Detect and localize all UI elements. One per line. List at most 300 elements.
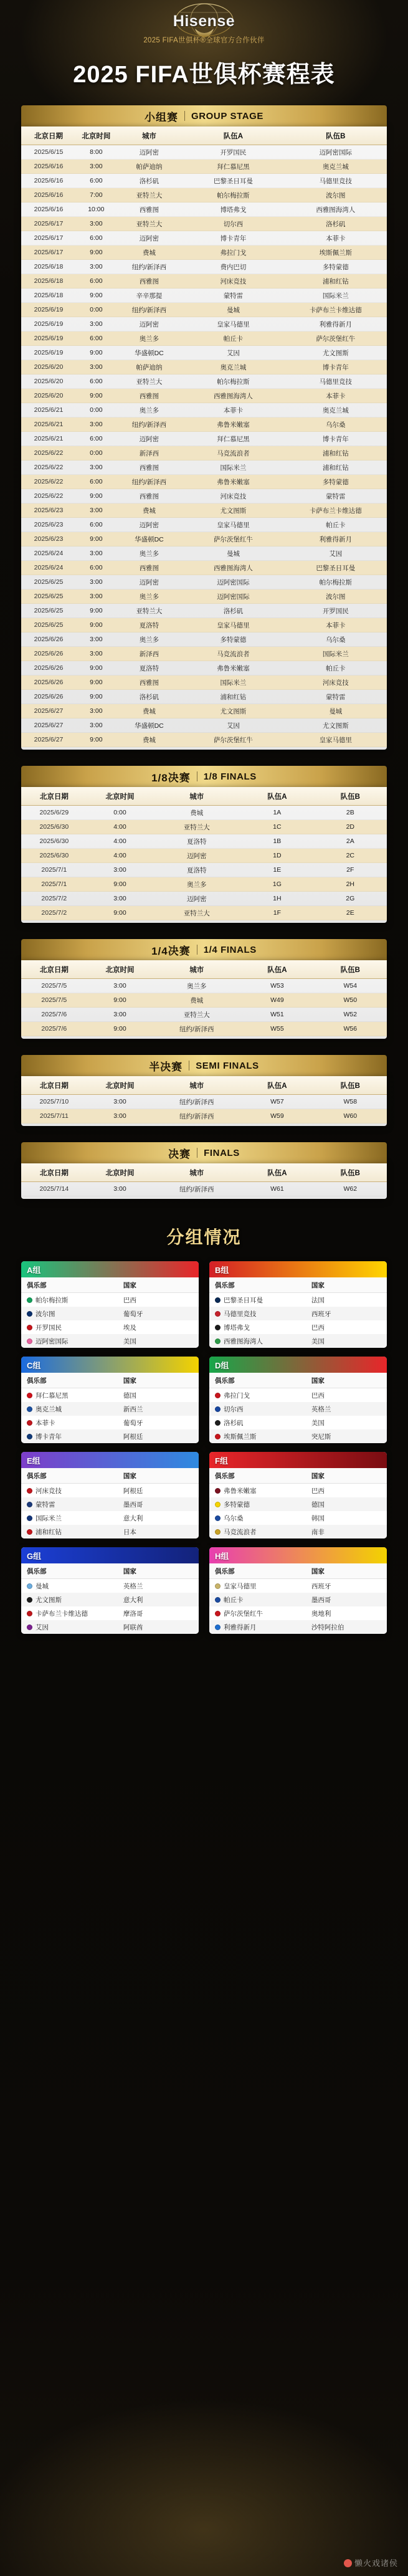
column-header: 国家 bbox=[311, 1472, 325, 1480]
table-cell: 迈阿密 bbox=[116, 575, 183, 589]
club-name: 河床竞技 bbox=[36, 1487, 62, 1495]
table-cell: 3:00 bbox=[76, 417, 116, 432]
table-row bbox=[21, 475, 387, 489]
table-cell: 费城 bbox=[116, 246, 183, 260]
club-name: 埃斯佩兰斯 bbox=[224, 1433, 257, 1441]
club-cell bbox=[215, 1391, 311, 1400]
club-country: 摩洛哥 bbox=[123, 1610, 143, 1618]
column-header: 队伍A bbox=[240, 787, 313, 806]
club-country: 意大利 bbox=[123, 1514, 143, 1522]
club-crest-icon bbox=[215, 1434, 221, 1439]
group-team-row bbox=[209, 1593, 387, 1606]
club-crest-icon bbox=[215, 1325, 221, 1330]
club-name: 博卡青年 bbox=[36, 1433, 62, 1441]
table-cell: 1G bbox=[240, 877, 313, 892]
group-card-7 bbox=[21, 1547, 199, 1634]
column-header: 城市 bbox=[153, 1076, 240, 1095]
table-row bbox=[21, 1109, 387, 1123]
table-cell: 马竞流浪者 bbox=[182, 647, 284, 661]
club-crest-icon bbox=[215, 1393, 221, 1398]
club-country: 南非 bbox=[311, 1528, 325, 1536]
table-row bbox=[21, 231, 387, 246]
table-cell: 帕丘卡 bbox=[285, 661, 387, 675]
table-row bbox=[21, 417, 387, 432]
club-name: 萨尔茨堡红牛 bbox=[224, 1610, 263, 1618]
club-crest-icon bbox=[27, 1338, 32, 1344]
table-cell: 1D bbox=[240, 849, 313, 863]
table-cell: 西雅图海湾人 bbox=[285, 203, 387, 217]
table-cell: 博塔弗戈 bbox=[182, 203, 284, 217]
table-cell: 多特蒙德 bbox=[285, 260, 387, 274]
table-cell: 帕尔梅拉斯 bbox=[182, 374, 284, 389]
section-group_stage bbox=[21, 105, 387, 750]
table-row bbox=[21, 432, 387, 446]
group-name: A组 bbox=[21, 1261, 199, 1277]
table-cell: 开罗国民 bbox=[285, 604, 387, 618]
club-cell bbox=[27, 1527, 123, 1537]
group-card-2 bbox=[209, 1261, 387, 1348]
club-crest-icon bbox=[27, 1502, 32, 1507]
table-cell: 2025/6/16 bbox=[21, 174, 76, 188]
table-cell: 新泽西 bbox=[116, 647, 183, 661]
table-cell: 2025/6/24 bbox=[21, 561, 76, 575]
table-cell: 2025/6/18 bbox=[21, 274, 76, 289]
club-cell bbox=[27, 1623, 123, 1632]
column-header: 队伍A bbox=[240, 960, 313, 979]
club-cell bbox=[27, 1500, 123, 1509]
group-name: C组 bbox=[21, 1357, 199, 1373]
table-row bbox=[21, 892, 387, 906]
club-name: 奥克兰城 bbox=[36, 1405, 62, 1413]
table-cell: 3:00 bbox=[76, 160, 116, 174]
table-row bbox=[21, 460, 387, 475]
table-cell: 2025/7/2 bbox=[21, 892, 87, 906]
table-cell: 2025/6/25 bbox=[21, 589, 76, 604]
group-team-row bbox=[21, 1620, 199, 1634]
table-cell: 纽约/新泽西 bbox=[153, 1022, 240, 1036]
column-header: 北京时间 bbox=[87, 787, 153, 806]
table-row bbox=[21, 503, 387, 518]
table-cell: 2G bbox=[314, 892, 387, 906]
table-cell: 蒙特雷 bbox=[182, 289, 284, 303]
table-row bbox=[21, 690, 387, 704]
column-header: 城市 bbox=[153, 787, 240, 806]
table-cell: 奥兰多 bbox=[116, 589, 183, 604]
club-crest-icon bbox=[27, 1597, 32, 1603]
club-crest-icon bbox=[27, 1583, 32, 1589]
table-cell: 1F bbox=[240, 906, 313, 920]
table-cell: 2025/6/23 bbox=[21, 532, 76, 546]
club-name: 乌尔桑 bbox=[224, 1514, 244, 1522]
table-cell: 河床竞技 bbox=[182, 489, 284, 503]
section-title-en: GROUP STAGE bbox=[191, 110, 264, 122]
table-cell: 迈阿密 bbox=[116, 231, 183, 246]
table-cell: 2025/6/24 bbox=[21, 546, 76, 561]
table-cell: 迈阿密 bbox=[153, 892, 240, 906]
club-country: 巴西 bbox=[311, 1391, 325, 1400]
table-cell: 国际米兰 bbox=[182, 675, 284, 690]
table-cell: 马德里竞技 bbox=[285, 374, 387, 389]
table-cell: 2025/6/17 bbox=[21, 231, 76, 246]
table-cell: 帕丘卡 bbox=[182, 332, 284, 346]
table-cell: 夏洛特 bbox=[153, 834, 240, 849]
table-cell: 切尔西 bbox=[182, 217, 284, 231]
column-header: 北京日期 bbox=[21, 787, 87, 806]
table-cell: 6:00 bbox=[76, 332, 116, 346]
table-row bbox=[21, 863, 387, 877]
club-cell bbox=[27, 1595, 123, 1605]
table-cell: 西雅图海湾人 bbox=[182, 389, 284, 403]
table-cell: W54 bbox=[314, 979, 387, 993]
table-cell: 9:00 bbox=[76, 289, 116, 303]
table-cell: 卡萨布兰卡维达德 bbox=[285, 303, 387, 317]
table-cell: 奥兰多 bbox=[116, 332, 183, 346]
table-cell: W52 bbox=[314, 1008, 387, 1022]
table-cell: 2025/6/19 bbox=[21, 303, 76, 317]
table-wrapper-sf bbox=[21, 1076, 387, 1126]
watermark-text: 懒火戏诸侯 bbox=[354, 2559, 398, 2568]
club-cell bbox=[27, 1295, 123, 1305]
column-header: 北京日期 bbox=[21, 1163, 87, 1182]
table-cell: 马竞流浪者 bbox=[182, 446, 284, 460]
table-cell: 尤文图斯 bbox=[182, 704, 284, 718]
table-cell: 迈阿密国际 bbox=[182, 575, 284, 589]
table-cell: 奥克兰城 bbox=[285, 403, 387, 417]
table-row bbox=[21, 733, 387, 747]
table-cell: 7:00 bbox=[76, 188, 116, 203]
group-team-row bbox=[21, 1429, 199, 1443]
table-cell: 艾因 bbox=[182, 718, 284, 733]
table-cell: 费城 bbox=[116, 503, 183, 518]
table-cell: 曼城 bbox=[182, 303, 284, 317]
table-cell: 4:00 bbox=[87, 820, 153, 834]
table-cell: 亚特兰大 bbox=[116, 188, 183, 203]
club-cell bbox=[215, 1323, 311, 1332]
section-sf bbox=[21, 1055, 387, 1126]
column-header: 北京时间 bbox=[87, 960, 153, 979]
club-name: 皇家马德里 bbox=[224, 1582, 257, 1590]
club-country: 巴西 bbox=[311, 1487, 325, 1495]
table-cell: 1C bbox=[240, 820, 313, 834]
column-header: 北京日期 bbox=[21, 960, 87, 979]
club-cell bbox=[215, 1432, 311, 1441]
table-cell: 博卡青年 bbox=[182, 231, 284, 246]
club-cell bbox=[215, 1595, 311, 1605]
section-title-cn: 决赛 bbox=[168, 1148, 191, 1160]
table-cell: 2025/7/6 bbox=[21, 1022, 87, 1036]
table-cell: 夏洛特 bbox=[116, 661, 183, 675]
table-cell: 2025/6/20 bbox=[21, 360, 76, 374]
table-cell: 纽约/新泽西 bbox=[116, 303, 183, 317]
table-cell: 3:00 bbox=[76, 575, 116, 589]
table-row bbox=[21, 346, 387, 360]
table-cell: 2025/6/30 bbox=[21, 849, 87, 863]
table-cell: 2025/6/19 bbox=[21, 317, 76, 332]
group-card-8 bbox=[209, 1547, 387, 1634]
table-cell: 纽约/新泽西 bbox=[116, 417, 183, 432]
table-cell: 9:00 bbox=[76, 690, 116, 704]
table-cell: 2025/6/15 bbox=[21, 145, 76, 160]
column-header: 队伍B bbox=[314, 1163, 387, 1182]
club-cell bbox=[27, 1418, 123, 1428]
column-header: 俱乐部 bbox=[215, 1472, 235, 1480]
club-country: 葡萄牙 bbox=[123, 1419, 143, 1427]
table-cell: 9:00 bbox=[76, 532, 116, 546]
table-cell: 6:00 bbox=[76, 231, 116, 246]
table-cell: 2025/6/25 bbox=[21, 575, 76, 589]
table-cell: 浦和红钻 bbox=[285, 460, 387, 475]
club-country: 美国 bbox=[311, 1419, 325, 1427]
group-subheader bbox=[209, 1563, 387, 1579]
table-row bbox=[21, 675, 387, 690]
table-cell: 2025/6/19 bbox=[21, 346, 76, 360]
club-crest-icon bbox=[27, 1529, 32, 1535]
club-cell bbox=[215, 1418, 311, 1428]
table-cell: 皇家马德里 bbox=[182, 317, 284, 332]
table-row bbox=[21, 246, 387, 260]
club-country: 英格兰 bbox=[311, 1405, 331, 1413]
table-cell: 奥兰多 bbox=[153, 877, 240, 892]
table-cell: 波尔图 bbox=[285, 188, 387, 203]
table-row bbox=[21, 647, 387, 661]
table-cell: 2E bbox=[314, 906, 387, 920]
club-crest-icon bbox=[215, 1488, 221, 1494]
column-header: 国家 bbox=[123, 1377, 136, 1385]
group-subheader bbox=[209, 1373, 387, 1388]
group-subheader bbox=[21, 1373, 199, 1388]
section-title-cn: 1/8决赛 bbox=[151, 771, 191, 784]
club-country: 阿根廷 bbox=[123, 1433, 143, 1441]
brand-name: Hisense bbox=[173, 12, 235, 30]
column-header: 队伍B bbox=[314, 787, 387, 806]
table-cell: 迈阿密 bbox=[116, 145, 183, 160]
club-crest-icon bbox=[215, 1529, 221, 1535]
club-crest-icon bbox=[215, 1624, 221, 1630]
table-row bbox=[21, 174, 387, 188]
table-cell: 皇家马德里 bbox=[182, 618, 284, 632]
table-cell: 奥兰多 bbox=[116, 632, 183, 647]
group-team-row bbox=[21, 1525, 199, 1538]
club-country: 墨西哥 bbox=[311, 1596, 331, 1604]
table-cell: 9:00 bbox=[76, 389, 116, 403]
table-row bbox=[21, 489, 387, 503]
section-header-sf bbox=[21, 1055, 387, 1076]
club-crest-icon bbox=[27, 1515, 32, 1521]
table-cell: 华盛顿DC bbox=[116, 346, 183, 360]
club-name: 蒙特雷 bbox=[36, 1500, 55, 1509]
table-cell: 帕尔梅拉斯 bbox=[285, 575, 387, 589]
watermark-dot-icon bbox=[344, 2559, 352, 2567]
table-row bbox=[21, 518, 387, 532]
club-cell bbox=[215, 1405, 311, 1414]
table-cell: 利雅得新月 bbox=[285, 317, 387, 332]
table-cell: 国际米兰 bbox=[182, 460, 284, 475]
table-cell: 3:00 bbox=[76, 632, 116, 647]
club-crest-icon bbox=[27, 1297, 32, 1303]
table-cell: 2025/6/29 bbox=[21, 806, 87, 820]
group-team-row bbox=[209, 1484, 387, 1497]
table-cell: 3:00 bbox=[76, 589, 116, 604]
table-cell: 奥克兰城 bbox=[285, 160, 387, 174]
group-team-row bbox=[21, 1402, 199, 1416]
table-cell: 0:00 bbox=[87, 806, 153, 820]
club-name: 帕尔梅拉斯 bbox=[36, 1296, 69, 1304]
group-name: F组 bbox=[209, 1452, 387, 1468]
table-cell: 2025/6/26 bbox=[21, 632, 76, 647]
column-header: 城市 bbox=[116, 126, 183, 145]
club-crest-icon bbox=[27, 1325, 32, 1330]
table-cell: 纽约/新泽西 bbox=[153, 1095, 240, 1109]
club-crest-icon bbox=[27, 1420, 32, 1426]
table-cell: 3:00 bbox=[76, 503, 116, 518]
club-country: 美国 bbox=[311, 1337, 325, 1345]
section-title-en: 1/4 FINALS bbox=[203, 944, 257, 955]
club-cell bbox=[215, 1337, 311, 1346]
table-cell: 6:00 bbox=[76, 475, 116, 489]
table-cell: 0:00 bbox=[76, 446, 116, 460]
section-title-en: FINALS bbox=[204, 1147, 240, 1158]
table-cell: 开罗国民 bbox=[182, 145, 284, 160]
group-team-row bbox=[21, 1293, 199, 1307]
table-cell: 6:00 bbox=[76, 374, 116, 389]
table-cell: 西雅图 bbox=[116, 561, 183, 575]
table-cell: 3:00 bbox=[76, 217, 116, 231]
table-row bbox=[21, 661, 387, 675]
table-cell: 9:00 bbox=[76, 246, 116, 260]
groups-grid bbox=[21, 1261, 387, 1634]
table-cell: 2025/6/23 bbox=[21, 518, 76, 532]
table-row bbox=[21, 217, 387, 231]
table-cell: 辛辛那提 bbox=[116, 289, 183, 303]
section-title-cn: 1/4决赛 bbox=[151, 945, 191, 957]
group-subheader bbox=[209, 1277, 387, 1293]
table-cell: 西雅图 bbox=[116, 203, 183, 217]
club-crest-icon bbox=[27, 1488, 32, 1494]
club-country: 葡萄牙 bbox=[123, 1310, 143, 1318]
schedule-table-sf bbox=[21, 1076, 387, 1123]
table-cell: 新泽西 bbox=[116, 446, 183, 460]
table-cell: 3:00 bbox=[76, 546, 116, 561]
club-name: 利雅得新月 bbox=[224, 1623, 257, 1631]
table-cell: 帕尔梅拉斯 bbox=[182, 188, 284, 203]
column-header: 俱乐部 bbox=[27, 1282, 47, 1289]
table-cell: 迈阿密 bbox=[116, 317, 183, 332]
poster-header bbox=[0, 0, 408, 45]
table-row bbox=[21, 260, 387, 274]
table-cell: 2025/7/5 bbox=[21, 993, 87, 1008]
table-cell: 乌尔桑 bbox=[285, 417, 387, 432]
club-name: 洛杉矶 bbox=[224, 1419, 244, 1427]
table-cell: 2A bbox=[314, 834, 387, 849]
table-cell: 9:00 bbox=[76, 675, 116, 690]
table-row bbox=[21, 203, 387, 217]
table-cell: 多特蒙德 bbox=[182, 632, 284, 647]
table-cell: W61 bbox=[240, 1182, 313, 1196]
club-name: 博塔弗戈 bbox=[224, 1324, 250, 1332]
table-cell: 2025/7/1 bbox=[21, 863, 87, 877]
group-team-row bbox=[209, 1579, 387, 1593]
table-wrapper-group_stage bbox=[21, 126, 387, 750]
table-cell: 尤文图斯 bbox=[285, 718, 387, 733]
table-cell: 3:00 bbox=[76, 718, 116, 733]
schedule-table-r16 bbox=[21, 787, 387, 920]
club-name: 马德里竞技 bbox=[224, 1310, 257, 1318]
table-cell: 河床竞技 bbox=[285, 675, 387, 690]
table-cell: 2025/7/2 bbox=[21, 906, 87, 920]
club-country: 韩国 bbox=[311, 1514, 325, 1522]
club-name: 艾因 bbox=[36, 1623, 49, 1631]
table-cell: 本菲卡 bbox=[285, 389, 387, 403]
table-wrapper-final bbox=[21, 1163, 387, 1199]
table-cell: 2025/7/11 bbox=[21, 1109, 87, 1123]
table-cell: W49 bbox=[240, 993, 313, 1008]
table-cell: 亚特兰大 bbox=[153, 906, 240, 920]
club-crest-icon bbox=[27, 1624, 32, 1630]
table-row bbox=[21, 618, 387, 632]
column-header: 城市 bbox=[153, 960, 240, 979]
club-crest-icon bbox=[215, 1297, 221, 1303]
table-cell: 9:00 bbox=[87, 993, 153, 1008]
table-wrapper-r16 bbox=[21, 787, 387, 923]
club-crest-icon bbox=[215, 1311, 221, 1317]
table-cell: 纽约/新泽西 bbox=[116, 260, 183, 274]
club-country: 沙特阿拉伯 bbox=[311, 1623, 344, 1631]
partner-line: 2025 FIFA世俱杯®全球官方合作伙伴 bbox=[143, 37, 265, 44]
table-wrapper-qf bbox=[21, 960, 387, 1039]
club-cell bbox=[215, 1500, 311, 1509]
table-cell: 2025/6/18 bbox=[21, 289, 76, 303]
section-header-r16 bbox=[21, 766, 387, 787]
table-row bbox=[21, 317, 387, 332]
table-cell: 2025/6/21 bbox=[21, 403, 76, 417]
table-row bbox=[21, 906, 387, 920]
table-cell: 帕丘卡 bbox=[285, 518, 387, 532]
table-cell: 西雅图 bbox=[116, 389, 183, 403]
section-final bbox=[21, 1142, 387, 1199]
table-cell: 6:00 bbox=[76, 174, 116, 188]
group-team-row bbox=[209, 1511, 387, 1525]
club-cell bbox=[215, 1309, 311, 1319]
table-cell: 2025/6/17 bbox=[21, 246, 76, 260]
column-header: 国家 bbox=[123, 1568, 136, 1575]
group-card-3 bbox=[21, 1357, 199, 1443]
column-header: 国家 bbox=[311, 1568, 325, 1575]
table-cell: W60 bbox=[314, 1109, 387, 1123]
table-cell: 2025/6/19 bbox=[21, 332, 76, 346]
club-name: 波尔图 bbox=[36, 1310, 55, 1318]
club-cell bbox=[215, 1623, 311, 1632]
table-cell: W50 bbox=[314, 993, 387, 1008]
table-cell: 9:00 bbox=[76, 489, 116, 503]
table-cell: 帕萨迪纳 bbox=[116, 360, 183, 374]
table-cell: 2025/6/16 bbox=[21, 160, 76, 174]
table-cell: 0:00 bbox=[76, 303, 116, 317]
table-cell: 迈阿密 bbox=[116, 518, 183, 532]
group-name: B组 bbox=[209, 1261, 387, 1277]
table-cell: 乌尔桑 bbox=[285, 632, 387, 647]
table-cell: 萨尔茨堡红牛 bbox=[182, 532, 284, 546]
club-cell bbox=[215, 1486, 311, 1496]
table-cell: 亚特兰大 bbox=[116, 374, 183, 389]
table-cell: 2025/6/20 bbox=[21, 374, 76, 389]
table-cell: 帕萨迪纳 bbox=[116, 160, 183, 174]
club-name: 多特蒙德 bbox=[224, 1500, 250, 1509]
table-cell: 2025/6/22 bbox=[21, 489, 76, 503]
column-header: 俱乐部 bbox=[215, 1377, 235, 1385]
table-cell: 亚特兰大 bbox=[153, 820, 240, 834]
club-name: 曼城 bbox=[36, 1582, 49, 1590]
column-header: 北京时间 bbox=[87, 1163, 153, 1182]
